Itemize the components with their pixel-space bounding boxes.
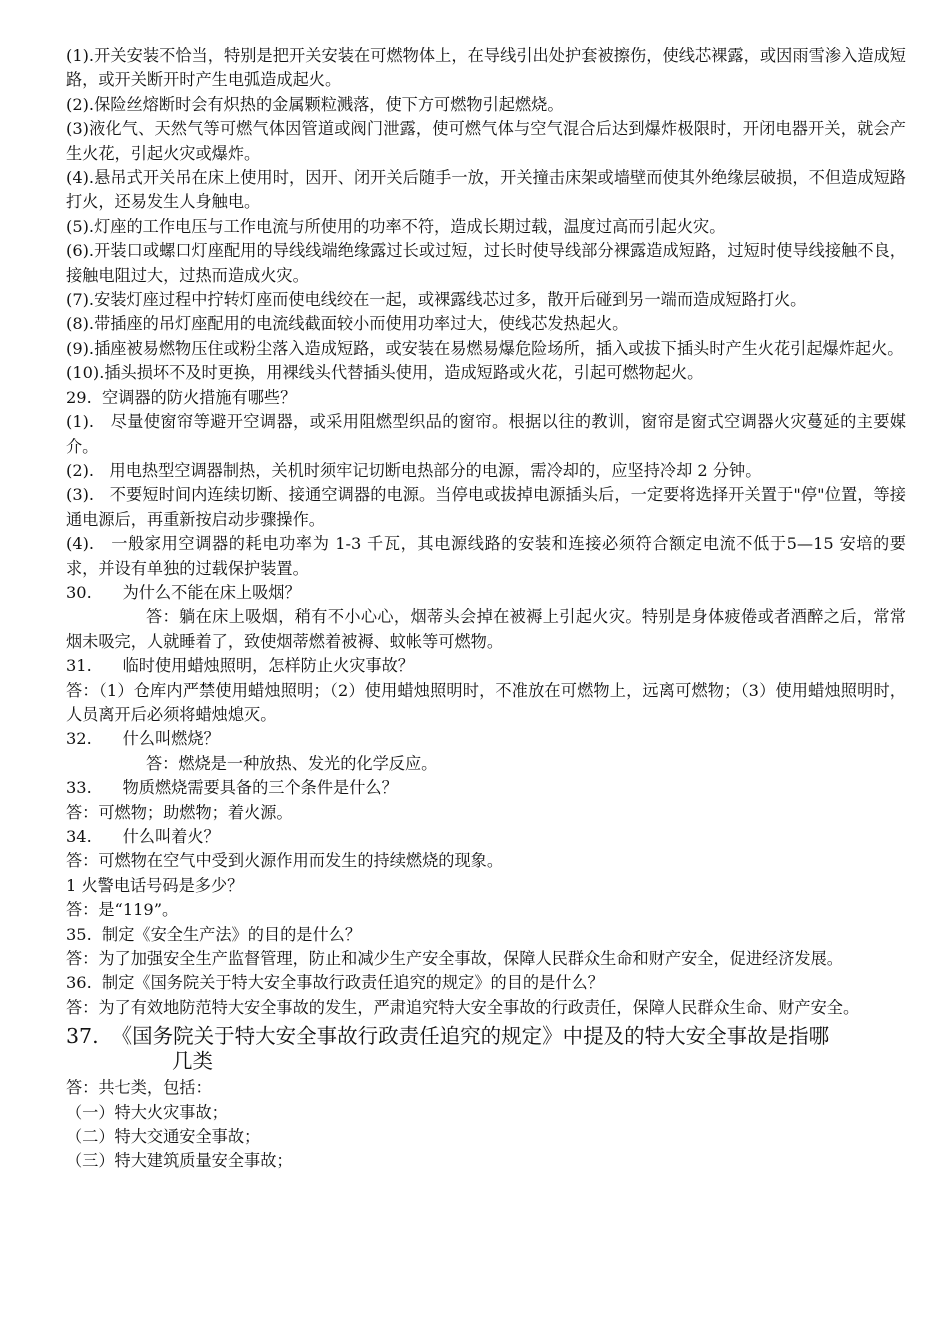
answer-37-item-2: （二）特大交通安全事故； [66, 1127, 261, 1147]
paragraph-3: (3)液化气、天然气等可燃气体因管道或阀门泄露，使可燃气体与空气混合后达到爆炸极限时，开闭电器开关，就会产生火花，引起火灾或爆炸。 [66, 119, 906, 163]
paragraph-8: (8).带插座的吊灯座配用的电流线截面较小而使用功率过大，使线芯发热起火。 [66, 314, 629, 334]
paragraph-4: (4).悬吊式开关吊在床上使用时，因开、闭开关后随手一放，开关撞击床架或墙壁而使其外绝缘层破损，不但造成短路打火，还易发生人身触电。 [66, 168, 906, 212]
question-31: 31. 临时使用蜡烛照明，怎样防止火灾事故？ [66, 656, 414, 676]
paragraph-7: (7).安装灯座过程中拧转灯座而使电线绞在一起，或裸露线芯过多，散开后碰到另一端而造成短路打火。 [66, 290, 807, 310]
question-fire-phone: 1 火警电话号码是多少？ [66, 875, 244, 895]
question-33: 33. 物质燃烧需要具备的三个条件是什么？ [66, 778, 398, 798]
answer-fire-phone: 答：是“119”。 [66, 900, 179, 920]
answer-36: 答：为了有效地防范特大安全事故的发生，严肃追究特大安全事故的行政责任，保障人民群众生命、财产安全。 [66, 997, 860, 1017]
paragraph-2: (2).保险丝熔断时会有炽热的金属颗粒溅落，使下方可燃物引起燃烧。 [66, 94, 564, 114]
paragraph-10: (10).插头损坏不及时更换，用裸线头代替插头使用，造成短路或火花，引起可燃物起火。 [66, 363, 704, 383]
answer-29-2: (2). 用电热型空调器制热，关机时须牢记切断电热部分的电源，需冷却的，应坚持冷却 2 分钟。 [66, 460, 762, 480]
answer-34: 答：可燃物在空气中受到火源作用而发生的持续燃烧的现象。 [66, 851, 504, 871]
question-30: 30. 为什么不能在床上吸烟？ [66, 582, 301, 602]
question-37-heading-cont: 几类 [172, 1049, 213, 1074]
answer-32: 答：燃烧是一种放热、发光的化学反应。 [146, 753, 438, 773]
answer-31: 答：（1）仓库内严禁使用蜡烛照明；（2）使用蜡烛照明时，不准放在可燃物上，远离可燃物；（3）使用蜡烛照明时，人员离开后必须将蜡烛熄灭。 [66, 680, 906, 724]
question-34: 34. 什么叫着火？ [66, 827, 220, 846]
answer-33: 答：可燃物；助燃物；着火源。 [66, 802, 293, 822]
answer-29-1: (1). 尽量使窗帘等避开空调器，或采用阻燃型织品的窗帘。根据以往的教训，窗帘是窗式空调器火灾蔓延的主要媒介。 [66, 412, 906, 456]
answer-35: 答：为了加强安全生产监督管理，防止和减少生产安全事故，保障人民群众生命和财产安全，促进经济发展。 [66, 949, 843, 969]
question-29: 29. 空调器的防火措施有哪些？ [66, 387, 297, 407]
answer-37-item-1: （一）特大火灾事故； [66, 1102, 228, 1122]
answer-37-item-3: （三）特大建筑质量安全事故； [66, 1151, 293, 1171]
answer-29-4: (4). 一般家用空调器的耗电功率为 1-3 千瓦，其电源线路的安装和连接必须符合额定电流不低于5—15 安培的要求，并设有单独的过载保护装置。 [66, 534, 906, 578]
paragraph-5: (5).灯座的工作电压与工作电流与所使用的功率不符，造成长期过载，温度过高而引起火灾。 [66, 216, 726, 236]
question-36: 36. 制定《国务院关于特大安全事故行政责任追究的规定》的目的是什么？ [66, 973, 604, 993]
answer-37: 答：共七类，包括： [66, 1078, 212, 1098]
paragraph-6: (6).开装口或螺口灯座配用的导线线端绝缘露过长或过短，过长时使导线部分裸露造成短路，过短时使导线接触不良，接触电阻过大，过热而造成火灾。 [66, 241, 906, 285]
answer-30: 答：躺在床上吸烟，稍有不小心心，烟蒂头会掉在被褥上引起火灾。特别是身体疲倦或者酒醉之后，常常烟未吸完，人就睡着了，致使烟蒂燃着被褥、蚊帐等可燃物。 [66, 607, 906, 651]
answer-29-3: (3). 不要短时间内连续切断、接通空调器的电源。当停电或拔掉电源插头后，一定要将选择开关置于"停"位置，等接通电源后，再重新按启动步骤操作。 [66, 485, 906, 529]
question-35: 35. 制定《安全生产法》的目的是什么？ [66, 924, 362, 944]
paragraph-1: (1).开关安装不恰当，特别是把开关安装在可燃物体上，在导线引出处护套被擦伤，使线芯裸露，或因雨雪渗入造成短路，或开关断开时产生电弧造成起火。 [66, 46, 906, 90]
question-32: 32. 什么叫燃烧？ [66, 729, 220, 749]
paragraph-9: (9).插座被易燃物压住或粉尘落入造成短路，或安装在易燃易爆危险场所，插入或拔下插头时产生火花引起爆炸起火。 [66, 338, 904, 358]
question-37-heading: 37. 《国务院关于特大安全事故行政责任追究的规定》中提及的特大安全事故是指哪 [66, 1024, 830, 1049]
